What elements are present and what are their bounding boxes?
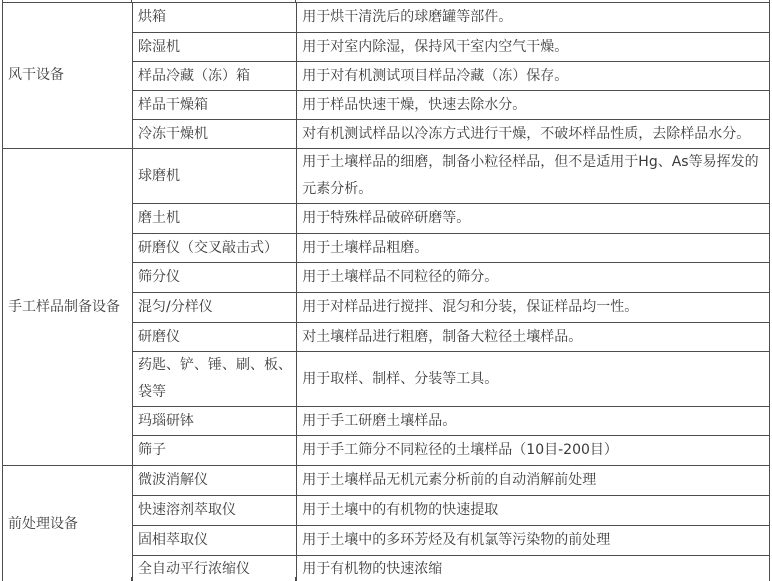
equipment-cell: 球磨机 — [133, 149, 297, 204]
grid-line-stub — [295, 0, 296, 2]
equipment-cell: 样品干燥箱 — [133, 91, 297, 120]
equipment-cell: 冷冻干燥机 — [133, 120, 297, 149]
category-cell: 风干设备 — [3, 3, 133, 149]
description-cell: 用于有机物的快速浓缩 — [297, 556, 770, 581]
grid-line-stub — [2, 0, 3, 2]
table-row — [3, 466, 770, 496]
equipment-cell: 微波消解仪 — [133, 466, 297, 496]
category-cell: 前处理设备 — [3, 466, 133, 581]
description-cell: 用于特殊样品破碎研磨等。 — [297, 204, 770, 234]
equipment-cell: 混匀/分样仪 — [133, 293, 297, 323]
equipment-cell: 磨土机 — [133, 204, 297, 234]
description-cell: 用于土壤样品粗磨。 — [297, 234, 770, 263]
grid-line-stub — [2, 577, 3, 581]
equipment-cell: 除湿机 — [133, 33, 297, 62]
description-cell: 用于手工研磨土壤样品。 — [297, 407, 770, 436]
description-cell: 用于手工筛分不同粒径的土壤样品（10目-200目） — [297, 436, 770, 466]
equipment-cell: 全自动平行浓缩仪 — [133, 556, 297, 581]
grid-line-stub — [131, 0, 132, 2]
grid-line-stub — [295, 577, 296, 581]
description-cell: 对有机测试样品以冷冻方式进行干燥，不破坏样品性质，去除样品水分。 — [297, 120, 770, 149]
description-cell: 用于土壤样品的细磨，制备小粒径样品，但不是适用于Hg、As等易挥发的元素分析。 — [297, 149, 770, 204]
equipment-cell: 快速溶剂萃取仪 — [133, 496, 297, 526]
table-row — [3, 149, 770, 204]
equipment-cell: 筛分仪 — [133, 263, 297, 293]
description-cell: 用于对室内除湿，保持风干室内空气干燥。 — [297, 33, 770, 62]
description-cell: 用于土壤样品不同粒径的筛分。 — [297, 263, 770, 293]
equipment-cell: 烘箱 — [133, 3, 297, 33]
equipment-cell: 玛瑙研钵 — [133, 407, 297, 436]
grid-line-stub — [769, 0, 770, 2]
equipment-cell: 筛子 — [133, 436, 297, 466]
description-cell: 对土壤样品进行粗磨，制备大粒径土壤样品。 — [297, 323, 770, 352]
description-cell: 用于土壤中的多环芳烃及有机氯等污染物的前处理 — [297, 526, 770, 556]
equipment-cell: 研磨仪 — [133, 323, 297, 352]
description-cell: 用于土壤中的有机物的快速提取 — [297, 496, 770, 526]
description-cell: 用于样品快速干燥，快速去除水分。 — [297, 91, 770, 120]
equipment-table — [2, 2, 770, 581]
description-cell: 用于烘干清洗后的球磨罐等部件。 — [297, 3, 770, 33]
equipment-cell: 研磨仪（交叉敲击式） — [133, 234, 297, 263]
description-cell: 用于取样、制样、分装等工具。 — [297, 352, 770, 407]
description-cell: 用于对有机测试项目样品冷藏（冻）保存。 — [297, 62, 770, 91]
equipment-cell: 药匙、铲、锤、刷、板、袋等 — [133, 352, 297, 407]
grid-line-stub — [131, 577, 132, 581]
equipment-cell: 固相萃取仪 — [133, 526, 297, 556]
description-cell: 用于对样品进行搅拌、混匀和分装，保证样品均一性。 — [297, 293, 770, 323]
equipment-cell: 样品冷藏（冻）箱 — [133, 62, 297, 91]
category-cell: 手工样品制备设备 — [3, 149, 133, 466]
description-cell: 用于土壤样品无机元素分析前的自动消解前处理 — [297, 466, 770, 496]
grid-line-stub — [769, 577, 770, 581]
table-row — [3, 3, 770, 33]
